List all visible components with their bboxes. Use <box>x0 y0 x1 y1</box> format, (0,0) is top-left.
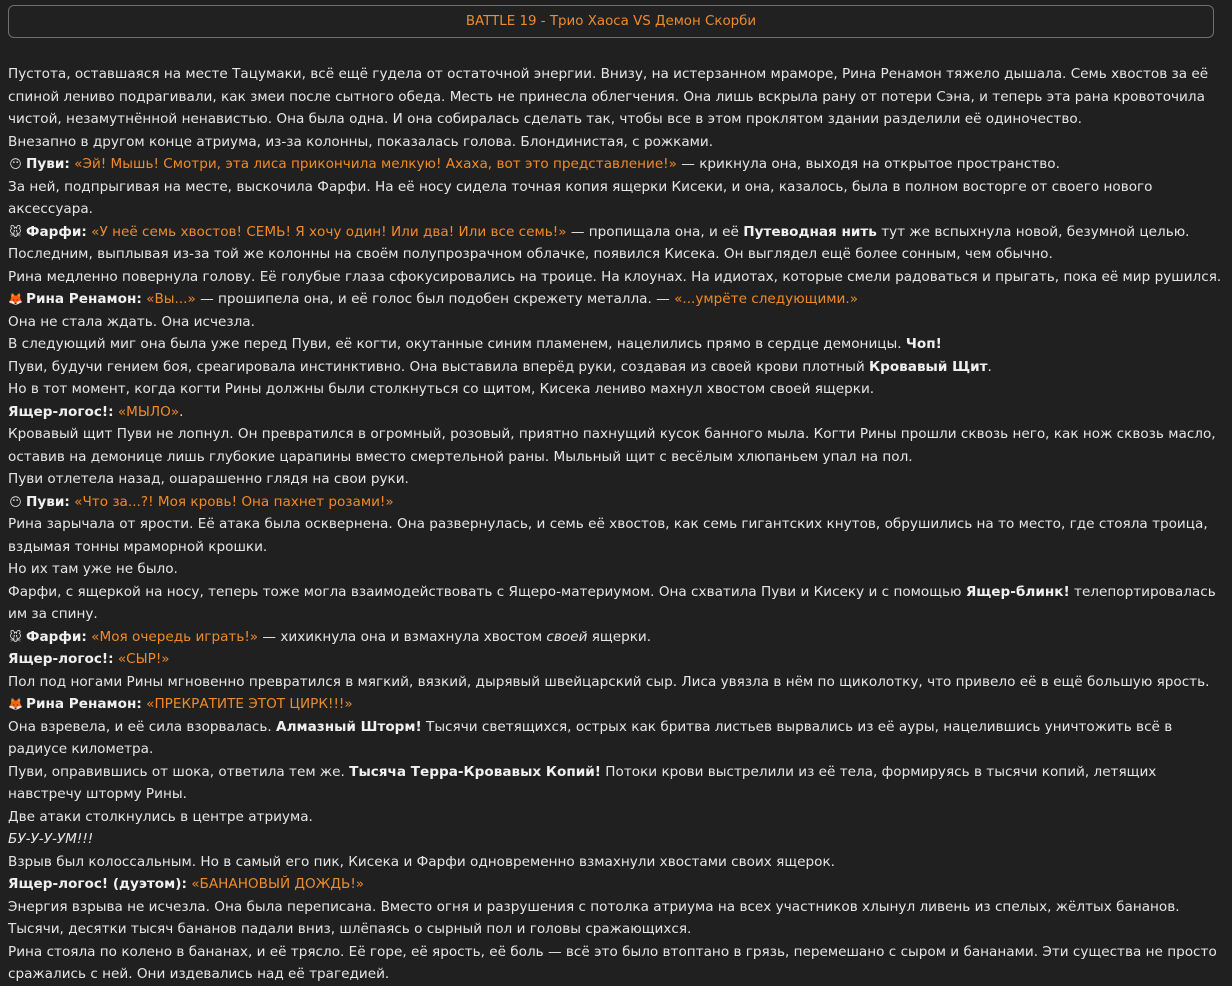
dialogue-quote: «МЫЛО» <box>117 403 180 420</box>
puvi-face-icon: 😶 <box>9 157 22 171</box>
narration: Фарфи, с ящеркой на носу, теперь тоже могла взаимодействовать с Ящеро-материумом. Она схватила Пуви и Кисеку и с помощью <box>8 583 966 600</box>
speaker-name: Пуви: <box>26 156 70 172</box>
dialogue-quote: «БАНАНОВЫЙ ДОЖДЬ!» <box>191 876 365 892</box>
story-paragraph <box>8 716 1222 761</box>
story-paragraph <box>8 356 1222 379</box>
speaker-name: Фарфи: <box>26 223 87 240</box>
skill-name: Алмазный Шторм! <box>276 718 422 735</box>
narration: телепортировалась им за спину. <box>8 583 1216 622</box>
battle-title-bar <box>8 5 1214 38</box>
speaker-name: Ящер-логос! (дуэтом): <box>8 876 187 892</box>
sound-effect: БУ-У-У-УМ!!! <box>8 831 94 847</box>
fox-icon: 🦊 <box>8 697 23 711</box>
story-paragraph: Она не стала ждать. Она исчезла. <box>8 313 255 330</box>
dialogue-line <box>8 626 1222 649</box>
speaker-name: Фарфи: <box>26 628 87 645</box>
dialogue-quote: «Вы...» <box>146 291 196 307</box>
skill-name: Чоп! <box>905 336 942 352</box>
story-paragraph: За ней, подпрыгивая на месте, выскочила Фарфи. На её носу сидела точная копия ящерки Кисеки, и она, казалось, была в полном восторге от своего нового аксессуара. <box>8 178 1153 217</box>
speaker-name: Ящер-логос!: <box>8 651 114 667</box>
mouse-icon: 🐭 <box>9 224 22 239</box>
story-paragraph <box>8 581 1222 626</box>
dialogue-line <box>8 873 1222 896</box>
story-paragraph: Энергия взрыва не исчезла. Она была переписана. Вместо огня и разрушения с потолка атриума на всех участников хлынул ливень из спелых, жёлтых бананов. Тысячи, десятки тысяч бананов падали вниз, шлёпаясь о сырный пол и головы сражающихся. <box>8 898 1180 937</box>
dialogue-line <box>8 648 1222 671</box>
narration: Пуви, оправившись от шока, ответила тем же. <box>8 763 350 780</box>
story-paragraph: Рина стояла по колено в бананах, и её трясло. Её горе, её ярость, её боль — всё это было втоптано в грязь, перемешано с сыром и бананами. Эти существа не просто сражались с ней. Они издевались над её трагедией. <box>8 943 1217 982</box>
speaker-name: Рина Ренамон: <box>26 291 142 307</box>
narration: Потоки крови выстрелили из её тела, формируясь в тысячи копий, летящих навстречу шторму Рины. <box>8 763 1157 802</box>
mouse-icon: 🐭 <box>9 629 22 644</box>
story-paragraph: Но их там уже не было. <box>8 561 178 577</box>
fox-icon: 🦊 <box>8 292 23 306</box>
puvi-face-icon: 😶 <box>9 494 22 509</box>
dialogue-line <box>8 288 1222 311</box>
skill-name: Ящер-блинк! <box>965 583 1070 600</box>
story-paragraph <box>8 333 1222 356</box>
narration: — прошипела она, и её голос был подобен скрежету металла. — <box>195 291 675 307</box>
speaker-name: Рина Ренамон: <box>26 696 142 712</box>
story-paragraph: Внезапно в другом конце атриума, из-за колонны, показалась голова. Блондинистая, с рожками. <box>8 133 714 150</box>
narration: Пуви, будучи гением боя, среагировала инстинктивно. Она выставила вперёд руки, создавая из своей крови плотный <box>8 358 869 375</box>
story-paragraph: Рина зарычала от ярости. Её атака была осквернена. Она развернулась, и семь её хвостов, как семь гигантских кнутов, обрушились на то место, где стояла троица, вздымая тонны мраморной крошки. <box>8 516 1208 555</box>
dialogue-line <box>8 221 1222 244</box>
story-paragraph: Две атаки столкнулись в центре атриума. <box>8 808 313 825</box>
dialogue-quote: «У неё семь хвостов! СЕМЬ! Я хочу один! Или два! Или все семь!» <box>91 223 567 240</box>
dialogue-line <box>8 401 1222 424</box>
skill-name: Тысяча Терра-Кровавых Копий! <box>349 763 601 780</box>
speaker-name: Ящер-логос!: <box>8 403 114 420</box>
narration: Она взревела, и её сила взорвалась. <box>8 718 277 735</box>
story-paragraph <box>8 761 1222 806</box>
dialogue-quote: «Моя очередь играть!» <box>91 628 259 645</box>
story-text <box>8 63 1222 986</box>
dialogue-quote: «СЫР!» <box>117 651 170 667</box>
narration: — хихикнула она и взмахнула хвостом <box>258 628 547 645</box>
story-paragraph: Рина медленно повернула голову. Её голубые глаза сфокусировались на троице. На клоунах. На идиотах, которые смели радоваться и прыгать, пока её мир рушился. <box>8 268 1222 285</box>
emphasis: своей <box>546 628 588 645</box>
dialogue-quote: «ПРЕКРАТИТЕ ЭТОТ ЦИРК!!!» <box>146 696 353 712</box>
story-paragraph: Пуви отлетела назад, ошарашенно глядя на свои руки. <box>8 471 409 487</box>
dialogue-quote: «...умрёте следующими.» <box>674 291 859 307</box>
narration: . <box>987 358 992 375</box>
skill-name: Кровавый Щит <box>869 358 988 375</box>
dialogue-line <box>8 693 1222 716</box>
story-paragraph: Но в тот момент, когда когти Рины должны были столкнуться со щитом, Кисека лениво махнул хвостом своей ящерки. <box>8 381 875 397</box>
story-paragraph: Пол под ногами Рины мгновенно превратился в мягкий, вязкий, дырявый швейцарский сыр. Лиса увязла в нём по щиколотку, что привело её в ещё большую ярость. <box>8 673 1210 690</box>
story-paragraph: Пустота, оставшаяся на месте Тацумаки, всё ещё гудела от остаточной энергии. Внизу, на истерзанном мраморе, Рина Ренамон тяжело дышала. Семь хвостов за её спиной лениво подрагивали, как змеи после сытного обеда. Месть не принесла облегчения. Она лишь вскрыла рану от потери Сэна, и теперь эта рана кровоточила чистой, незамутнённой ненавистью. Она была одна. И она собиралась сделать так, чтобы все в этом проклятом здании разделили её одиночество. <box>8 66 1209 127</box>
story-paragraph: Взрыв был колоссальным. Но в самый его пик, Кисека и Фарфи одновременно взмахнули хвостами своих ящерок. <box>8 853 835 870</box>
narration: — пропищала она, и её <box>566 223 744 240</box>
dialogue-quote: «Что за...?! Моя кровь! Она пахнет розами!» <box>74 493 394 510</box>
narration: В следующий миг она была уже перед Пуви, её когти, окутанные синим пламенем, нацелились прямо в сердце демоницы. <box>8 336 906 352</box>
dialogue-quote: «Эй! Мышь! Смотри, эта лиса прикончила мелкую! Ахаха, вот это представление!» <box>74 156 677 172</box>
story-paragraph: Последним, выплывая из-за той же колонны на своём полупрозрачном облачке, появился Кисека. Он выглядел ещё более сонным, чем обычно. <box>8 246 1053 262</box>
narration: — крикнула она, выходя на открытое пространство. <box>676 156 1060 172</box>
battle-title: BATTLE 19 - Трио Хаоса VS Демон Скорби <box>465 14 757 29</box>
narration: Тысячи светящихся, острых как бритва листьев вырвались из её ауры, нацелившись уничтожить всё в радиусе километра. <box>8 718 1173 757</box>
dialogue-line <box>8 491 1222 514</box>
dialogue-line <box>8 153 1222 176</box>
narration: тут же вспыхнула новой, безумной целью. <box>876 223 1190 240</box>
narration: ящерки. <box>587 628 652 645</box>
skill-name: Путеводная нить <box>743 223 877 240</box>
speaker-name: Пуви: <box>26 493 70 510</box>
story-paragraph: Кровавый щит Пуви не лопнул. Он превратился в огромный, розовый, приятно пахнущий кусок банного мыла. Когти Рины прошли сквозь него, как нож сквозь масло, оставив на демонице лишь глубокие царапины вместо смертельной раны. Мыльный щит с весёлым хлюпаньем упал на пол. <box>8 426 1216 465</box>
narration: . <box>179 403 184 420</box>
